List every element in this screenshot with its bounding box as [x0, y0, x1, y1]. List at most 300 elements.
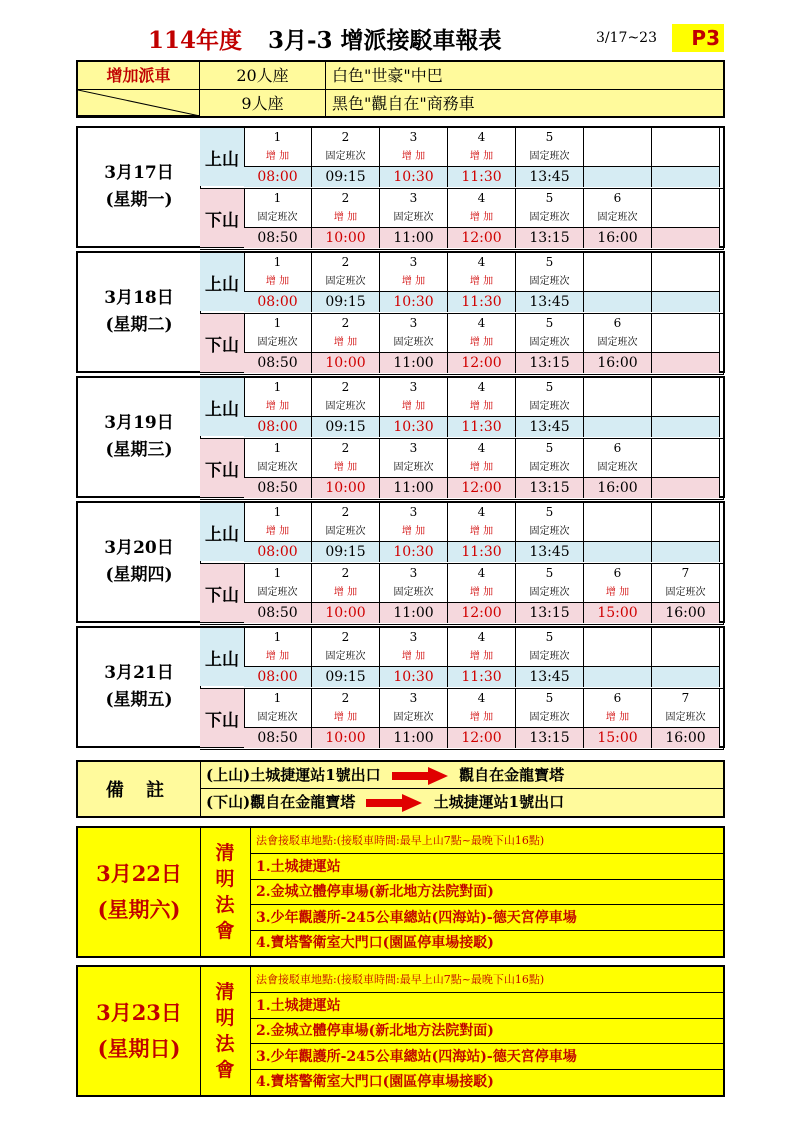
schedule-row: [244, 128, 720, 147]
schedule-cell: 4: [448, 628, 516, 647]
schedule-cell: 3: [380, 439, 448, 458]
schedule-cell: 13:15: [516, 228, 584, 248]
schedule-cell: 2: [312, 564, 380, 583]
day-block: [76, 501, 725, 623]
ceremony-event: [200, 967, 251, 1095]
schedule-cell: 1: [244, 689, 312, 708]
schedule-cell: 3: [380, 378, 448, 397]
schedule-row: [244, 227, 720, 248]
schedule-cell: 1: [244, 378, 312, 397]
schedule-cell: 10:30: [380, 667, 448, 687]
schedule-cell: 2: [312, 378, 380, 397]
schedule-cell: 增 加: [380, 647, 448, 666]
schedule-cell: [652, 417, 720, 437]
vehicle-desc: 白色"世豪"中巴: [326, 62, 723, 90]
schedule-cell: 增 加: [448, 208, 516, 227]
schedule-row: [244, 378, 720, 397]
schedule-cell: 5: [516, 253, 584, 272]
schedule-cell: [652, 542, 720, 562]
schedule-cell: [584, 503, 652, 522]
schedule-cell: [584, 417, 652, 437]
schedule-cell: [584, 522, 652, 541]
schedule-cell: 11:00: [380, 228, 448, 248]
vehicle-seats: 20人座: [200, 62, 326, 90]
schedule-cell: 5: [516, 689, 584, 708]
schedule-cell: 1: [244, 253, 312, 272]
schedule-cell: 固定班次: [244, 208, 312, 227]
schedule-row: [244, 564, 720, 583]
schedule-cell: 6: [584, 564, 652, 583]
arrow-right-icon: [366, 794, 422, 812]
schedule-cell: 5: [516, 128, 584, 147]
schedule-cell: 15:00: [584, 728, 652, 748]
schedule-cell: [584, 147, 652, 166]
schedule-cell: 12:00: [448, 353, 516, 373]
schedule-cell: 固定班次: [516, 147, 584, 166]
schedule-row: [244, 439, 720, 458]
schedule-cell: [652, 314, 720, 333]
schedule-cell: 4: [448, 378, 516, 397]
schedule-cell: [652, 253, 720, 272]
schedule-cell: [652, 147, 720, 166]
schedule-cell: 固定班次: [312, 397, 380, 416]
schedule-cell: [652, 478, 720, 498]
ceremony-date-text: 3月22日: [96, 861, 182, 886]
schedule-cell: 增 加: [244, 272, 312, 291]
schedule-cell: 08:00: [244, 417, 312, 437]
schedule-cell: 固定班次: [244, 708, 312, 727]
schedule-cell: 16:00: [584, 353, 652, 373]
schedule-cell: 4: [448, 564, 516, 583]
schedule-cell: 增 加: [448, 397, 516, 416]
down-schedule: [200, 188, 724, 250]
schedule-cell: 1: [244, 503, 312, 522]
schedule-row: [244, 272, 720, 291]
schedule-cell: [584, 542, 652, 562]
schedule-cell: [584, 647, 652, 666]
schedule-cell: 固定班次: [380, 458, 448, 477]
schedule-row: [244, 253, 720, 272]
schedule-cell: [652, 353, 720, 373]
schedule-cell: 16:00: [584, 478, 652, 498]
schedule-row: [244, 666, 720, 687]
schedule-cell: 固定班次: [312, 647, 380, 666]
ceremony-line: 1.土城捷運站: [250, 993, 723, 1019]
vehicle-desc: 黑色"觀自在"商務車: [332, 94, 475, 113]
schedule-cell: 增 加: [584, 583, 652, 602]
ceremony-line: 3.少年觀護所-245公車總站(四海站)-德天宮停車場: [250, 1044, 723, 1070]
schedule-cell: 增 加: [312, 333, 380, 352]
vehicle-label-empty: [78, 90, 200, 116]
schedule-row: [244, 689, 720, 708]
remark-line-down: [200, 789, 723, 816]
schedule-cell: [652, 272, 720, 291]
schedule-cell: 增 加: [448, 522, 516, 541]
schedule-cell: 11:30: [448, 417, 516, 437]
schedule-cell: 4: [448, 189, 516, 208]
ceremony-line: 2.金城立體停車場(新北地方法院對面): [250, 1018, 723, 1044]
schedule-cell: 固定班次: [652, 583, 720, 602]
schedule-cell: 13:45: [516, 667, 584, 687]
schedule-cell: 10:00: [312, 728, 380, 748]
schedule-cell: [652, 503, 720, 522]
schedule-row: [244, 647, 720, 666]
schedule-cell: 4: [448, 253, 516, 272]
day-date: 3月19日: [104, 413, 174, 433]
schedule-cell: 1: [244, 128, 312, 147]
day-weekday: (星期二): [105, 315, 173, 335]
schedule-cell: 增 加: [448, 708, 516, 727]
schedule-cell: 10:00: [312, 353, 380, 373]
schedule-cell: 增 加: [312, 583, 380, 602]
schedule-cell: 2: [312, 439, 380, 458]
schedule-cell: 13:45: [516, 292, 584, 312]
schedule-cell: 12:00: [448, 728, 516, 748]
schedule-cell: 增 加: [380, 397, 448, 416]
schedule-cell: 7: [652, 564, 720, 583]
schedule-cell: 固定班次: [584, 458, 652, 477]
schedule-cell: 08:50: [244, 728, 312, 748]
schedule-cell: 5: [516, 503, 584, 522]
schedule-cell: 增 加: [312, 458, 380, 477]
schedule-cell: 11:00: [380, 478, 448, 498]
schedule-cell: 13:45: [516, 417, 584, 437]
schedule-cell: 08:50: [244, 228, 312, 248]
schedule-cell: 固定班次: [244, 333, 312, 352]
schedule-row: [244, 458, 720, 477]
schedule-row: [244, 147, 720, 166]
schedule-cell: 固定班次: [516, 397, 584, 416]
schedule-cell: 2: [312, 503, 380, 522]
schedule-row: [244, 189, 720, 208]
schedule-cell: [652, 439, 720, 458]
schedule-cell: 5: [516, 378, 584, 397]
ceremony-line: 1.土城捷運站: [250, 854, 723, 880]
schedule-cell: 10:30: [380, 292, 448, 312]
up-schedule: [200, 627, 724, 689]
schedule-cell: 6: [584, 189, 652, 208]
schedule-cell: 10:30: [380, 167, 448, 187]
day-weekday: (星期三): [105, 440, 173, 460]
schedule-cell: 10:30: [380, 542, 448, 562]
schedule-cell: [584, 397, 652, 416]
schedule-cell: 2: [312, 189, 380, 208]
schedule-cell: 5: [516, 564, 584, 583]
ceremony-event: [200, 828, 251, 956]
ceremony-date-text: 3月23日: [96, 1000, 182, 1025]
schedule-cell: 16:00: [652, 603, 720, 623]
schedule-cell: 15:00: [584, 603, 652, 623]
vehicle-seats: 9人座: [200, 90, 326, 116]
report-title: 3月-3 增派接駁車報表: [268, 27, 502, 54]
schedule-cell: 11:30: [448, 292, 516, 312]
schedule-cell: 4: [448, 314, 516, 333]
remark-down-to: 土城捷運站1號出口: [433, 793, 565, 811]
schedule-cell: 11:30: [448, 667, 516, 687]
schedule-cell: 增 加: [448, 583, 516, 602]
down-schedule: [200, 313, 724, 375]
schedule-cell: 11:00: [380, 603, 448, 623]
direction-label: 上山: [200, 628, 245, 686]
remark-up-to: 觀自在金龍寶塔: [459, 766, 565, 784]
schedule-cell: 3: [380, 253, 448, 272]
schedule-cell: 1: [244, 314, 312, 333]
schedule-cell: 16:00: [584, 228, 652, 248]
schedule-cell: 3: [380, 189, 448, 208]
day-label: [78, 628, 201, 746]
schedule-cell: 2: [312, 689, 380, 708]
schedule-cell: 6: [584, 689, 652, 708]
ceremony-line: 3.少年觀護所-245公車總站(四海站)-德天宮停車場: [250, 905, 723, 931]
schedule-cell: 固定班次: [380, 583, 448, 602]
schedule-cell: 固定班次: [244, 583, 312, 602]
schedule-cell: 12:00: [448, 228, 516, 248]
event-char: 會: [215, 920, 235, 942]
schedule-cell: 增 加: [448, 647, 516, 666]
day-date: 3月21日: [104, 663, 174, 683]
schedule-cell: 13:45: [516, 167, 584, 187]
ceremony-date: [78, 828, 201, 956]
event-char: 清: [215, 842, 235, 864]
page-number: P3: [672, 24, 724, 52]
schedule-cell: [584, 378, 652, 397]
schedule-cell: 固定班次: [312, 147, 380, 166]
schedule-cell: [652, 228, 720, 248]
schedule-cell: [584, 253, 652, 272]
schedule-cell: 12:00: [448, 478, 516, 498]
schedule-cell: [652, 458, 720, 477]
schedule-cell: 13:15: [516, 728, 584, 748]
schedule-row: [244, 477, 720, 498]
remarks-label: 備 註: [78, 762, 201, 816]
schedule-row: [244, 314, 720, 333]
vehicle-table: [76, 60, 725, 118]
schedule-cell: 11:00: [380, 353, 448, 373]
schedule-row: [244, 208, 720, 227]
report-header: [0, 22, 800, 56]
schedule-cell: 7: [652, 689, 720, 708]
schedule-row: [244, 708, 720, 727]
direction-label: 上山: [200, 503, 245, 561]
schedule-cell: [652, 167, 720, 187]
arrow-right-icon: [392, 767, 448, 785]
schedule-cell: 5: [516, 189, 584, 208]
day-weekday: (星期一): [105, 190, 173, 210]
schedule-cell: 3: [380, 564, 448, 583]
schedule-cell: 固定班次: [516, 458, 584, 477]
direction-label: 上山: [200, 128, 245, 186]
ceremony-line: 2.金城立體停車場(新北地方法院對面): [250, 879, 723, 905]
ceremony-date: [78, 967, 201, 1095]
schedule-cell: 2: [312, 628, 380, 647]
schedule-cell: [652, 189, 720, 208]
event-char: 明: [215, 1007, 235, 1029]
schedule-cell: [652, 628, 720, 647]
schedule-cell: 5: [516, 439, 584, 458]
ceremony-block: [76, 826, 725, 958]
schedule-cell: 增 加: [380, 147, 448, 166]
schedule-cell: 固定班次: [516, 583, 584, 602]
schedule-cell: 2: [312, 253, 380, 272]
schedule-cell: 固定班次: [312, 272, 380, 291]
schedule-cell: [652, 292, 720, 312]
schedule-row: [244, 727, 720, 748]
direction-label: 上山: [200, 253, 245, 311]
direction-label: 下山: [200, 564, 245, 622]
schedule-cell: 1: [244, 439, 312, 458]
schedule-cell: 10:00: [312, 603, 380, 623]
day-date: 3月20日: [104, 538, 174, 558]
schedule-row: [244, 291, 720, 312]
schedule-cell: 固定班次: [380, 333, 448, 352]
schedule-cell: 增 加: [244, 147, 312, 166]
schedule-cell: 固定班次: [516, 272, 584, 291]
event-char: 清: [215, 981, 235, 1003]
schedule-cell: 增 加: [312, 708, 380, 727]
schedule-cell: 增 加: [244, 647, 312, 666]
day-label: [78, 378, 201, 496]
day-block: [76, 126, 725, 248]
schedule-cell: 固定班次: [380, 708, 448, 727]
schedule-cell: 6: [584, 314, 652, 333]
schedule-cell: 2: [312, 128, 380, 147]
schedule-cell: 6: [584, 439, 652, 458]
remark-line-up: [200, 762, 723, 789]
direction-label: 下山: [200, 689, 245, 747]
down-schedule: [200, 688, 724, 750]
schedule-cell: 3: [380, 503, 448, 522]
schedule-cell: [584, 272, 652, 291]
ceremony-line: 4.寶塔警衛室大門口(園區停車場接駁): [256, 935, 494, 952]
ceremony-block: [76, 965, 725, 1097]
schedule-cell: 08:00: [244, 167, 312, 187]
event-char: 會: [215, 1059, 235, 1081]
up-schedule: [200, 252, 724, 314]
schedule-cell: 3: [380, 689, 448, 708]
schedule-row: [244, 541, 720, 562]
diagonal-line: [78, 90, 200, 116]
ceremony-weekday: (星期六): [97, 897, 181, 922]
schedule-cell: 09:15: [312, 292, 380, 312]
schedule-cell: 09:15: [312, 542, 380, 562]
schedule-cell: 08:50: [244, 353, 312, 373]
schedule-cell: 5: [516, 314, 584, 333]
schedule-cell: [652, 522, 720, 541]
day-label: [78, 503, 201, 621]
schedule-cell: [584, 667, 652, 687]
report-year: 114年度: [148, 27, 243, 54]
schedule-row: [244, 628, 720, 647]
schedule-cell: 固定班次: [516, 333, 584, 352]
schedule-cell: 08:50: [244, 603, 312, 623]
schedule-cell: 11:30: [448, 542, 516, 562]
schedule-cell: 5: [516, 628, 584, 647]
schedule-cell: [584, 292, 652, 312]
schedule-cell: 10:00: [312, 478, 380, 498]
down-schedule: [200, 438, 724, 500]
schedule-cell: 1: [244, 564, 312, 583]
schedule-cell: 09:15: [312, 667, 380, 687]
schedule-cell: 固定班次: [584, 333, 652, 352]
schedule-cell: [652, 397, 720, 416]
schedule-cell: 08:00: [244, 542, 312, 562]
schedule-cell: 增 加: [448, 147, 516, 166]
direction-label: 下山: [200, 439, 245, 497]
schedule-cell: 固定班次: [516, 522, 584, 541]
schedule-cell: [652, 647, 720, 666]
schedule-cell: 11:30: [448, 167, 516, 187]
schedule-cell: 固定班次: [516, 647, 584, 666]
schedule-row: [244, 503, 720, 522]
schedule-cell: 固定班次: [584, 208, 652, 227]
ceremony-line: 法會接駁車地點:(接駁車時間:最早上山7點~最晚下山16點): [250, 828, 723, 854]
direction-label: 下山: [200, 189, 245, 247]
schedule-cell: 08:00: [244, 292, 312, 312]
remarks-table: [76, 760, 725, 818]
schedule-cell: 固定班次: [516, 208, 584, 227]
event-char: 法: [215, 894, 235, 916]
schedule-cell: 09:15: [312, 417, 380, 437]
schedule-cell: 增 加: [312, 208, 380, 227]
schedule-cell: [652, 208, 720, 227]
event-char: 法: [215, 1033, 235, 1055]
schedule-cell: 13:15: [516, 603, 584, 623]
day-weekday: (星期四): [105, 565, 173, 585]
up-schedule: [200, 127, 724, 189]
schedule-cell: 3: [380, 314, 448, 333]
schedule-cell: 13:15: [516, 478, 584, 498]
schedule-cell: [652, 667, 720, 687]
up-schedule: [200, 502, 724, 564]
schedule-cell: 4: [448, 503, 516, 522]
schedule-cell: 固定班次: [312, 522, 380, 541]
day-weekday: (星期五): [105, 690, 173, 710]
day-label: [78, 128, 201, 246]
schedule-cell: 12:00: [448, 603, 516, 623]
ceremony-line: 法會接駁車地點:(接駁車時間:最早上山7點~最晚下山16點): [250, 967, 723, 993]
schedule-cell: [652, 378, 720, 397]
day-block: [76, 376, 725, 498]
schedule-cell: [652, 333, 720, 352]
schedule-cell: 增 加: [380, 522, 448, 541]
schedule-row: [244, 352, 720, 373]
schedule-cell: 08:00: [244, 667, 312, 687]
schedule-row: [244, 333, 720, 352]
schedule-cell: 08:50: [244, 478, 312, 498]
date-range: 3/17~23: [596, 30, 657, 46]
vehicle-label: 增加派車: [78, 62, 200, 90]
schedule-cell: 4: [448, 439, 516, 458]
direction-label: 上山: [200, 378, 245, 436]
schedule-row: [244, 522, 720, 541]
schedule-row: [244, 166, 720, 187]
schedule-cell: 固定班次: [380, 208, 448, 227]
schedule-cell: 增 加: [380, 272, 448, 291]
direction-label: 下山: [200, 314, 245, 372]
schedule-cell: 3: [380, 128, 448, 147]
schedule-cell: 固定班次: [244, 458, 312, 477]
schedule-cell: 增 加: [448, 272, 516, 291]
schedule-row: [244, 416, 720, 437]
day-block: [76, 251, 725, 373]
schedule-cell: 1: [244, 189, 312, 208]
ceremony-weekday: (星期日): [97, 1036, 181, 1061]
schedule-cell: 16:00: [652, 728, 720, 748]
schedule-cell: 4: [448, 689, 516, 708]
day-label: [78, 253, 201, 371]
schedule-cell: 1: [244, 628, 312, 647]
schedule-cell: 固定班次: [652, 708, 720, 727]
